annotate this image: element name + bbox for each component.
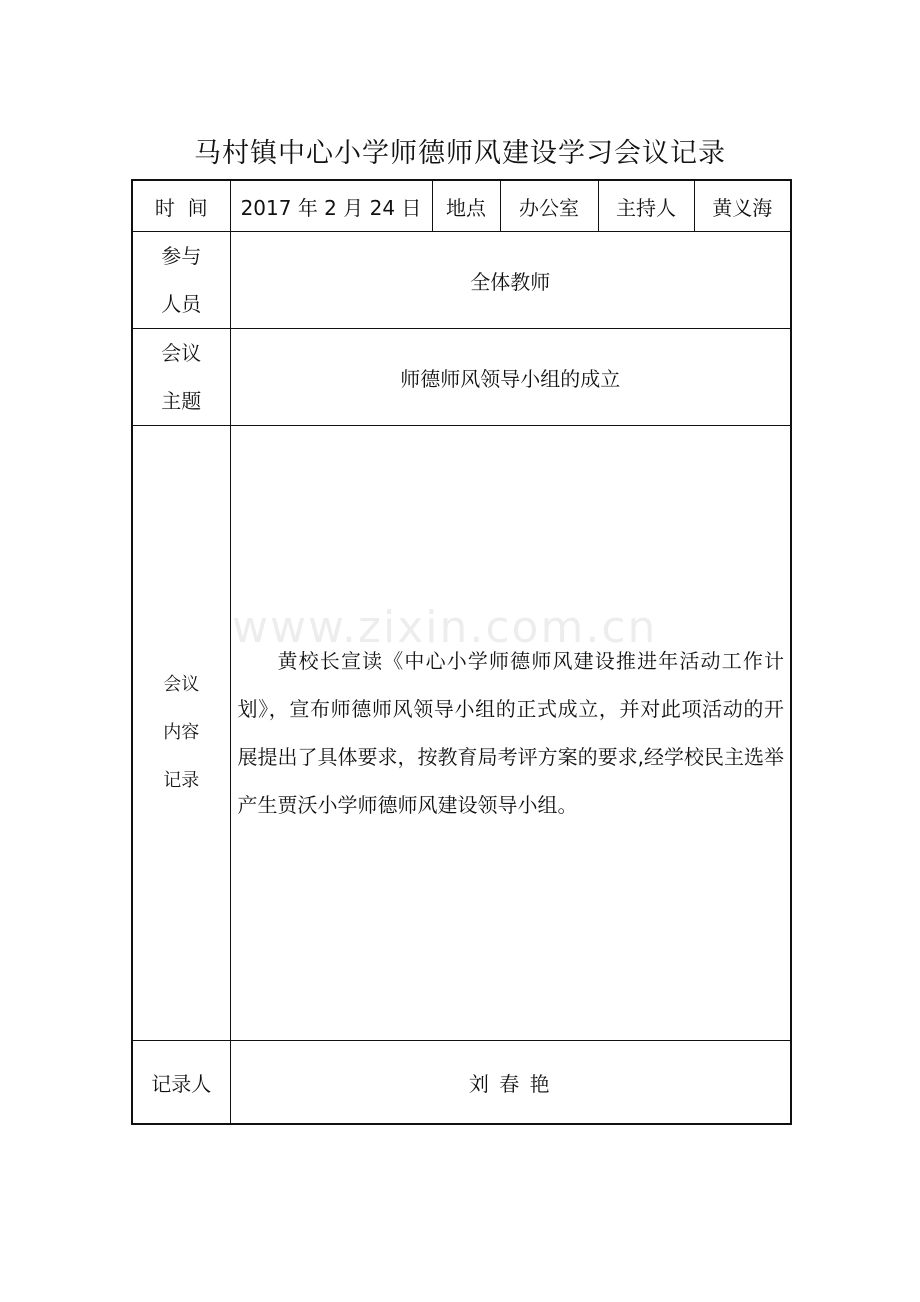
topic-value: 师德师风领导小组的成立 — [230, 329, 791, 426]
place-label: 地点 — [432, 180, 500, 232]
date-value: 2017 年 2 月 24 日 — [230, 180, 432, 232]
host-label: 主持人 — [598, 180, 694, 232]
topic-label: 会议 主题 — [132, 329, 230, 426]
header-row — [132, 180, 791, 232]
participants-value: 全体教师 — [230, 232, 791, 329]
watermark: www.zixin.com.cn — [232, 602, 658, 653]
document-title: 马村镇中心小学师德师风建设学习会议记录 — [194, 138, 726, 169]
content-text: 黄校长宣读《中心小学师德师风建设推进年活动工作计划》，宣布师德师风领导小组的正式成立，并对此项活动的开展提出了具体要求，按教育局考评方案的要求,经学校民主选举产生贾沃小学师德师风建设领导小组。 — [237, 649, 784, 817]
meeting-record-table — [131, 179, 792, 1125]
recorder-label: 记录人 — [132, 1041, 230, 1125]
time-label: 时 间 — [132, 180, 230, 232]
topic-row — [132, 329, 791, 426]
content-cell — [230, 426, 791, 1041]
participants-label: 参与 人员 — [132, 232, 230, 329]
recorder-row — [132, 1041, 791, 1125]
content-row — [132, 426, 791, 1041]
place-value: 办公室 — [500, 180, 598, 232]
content-label: 会议 内容 记录 — [132, 426, 230, 1041]
participants-row — [132, 232, 791, 329]
recorder-value: 刘 春 艳 — [230, 1041, 791, 1125]
host-value: 黄义海 — [694, 180, 791, 232]
